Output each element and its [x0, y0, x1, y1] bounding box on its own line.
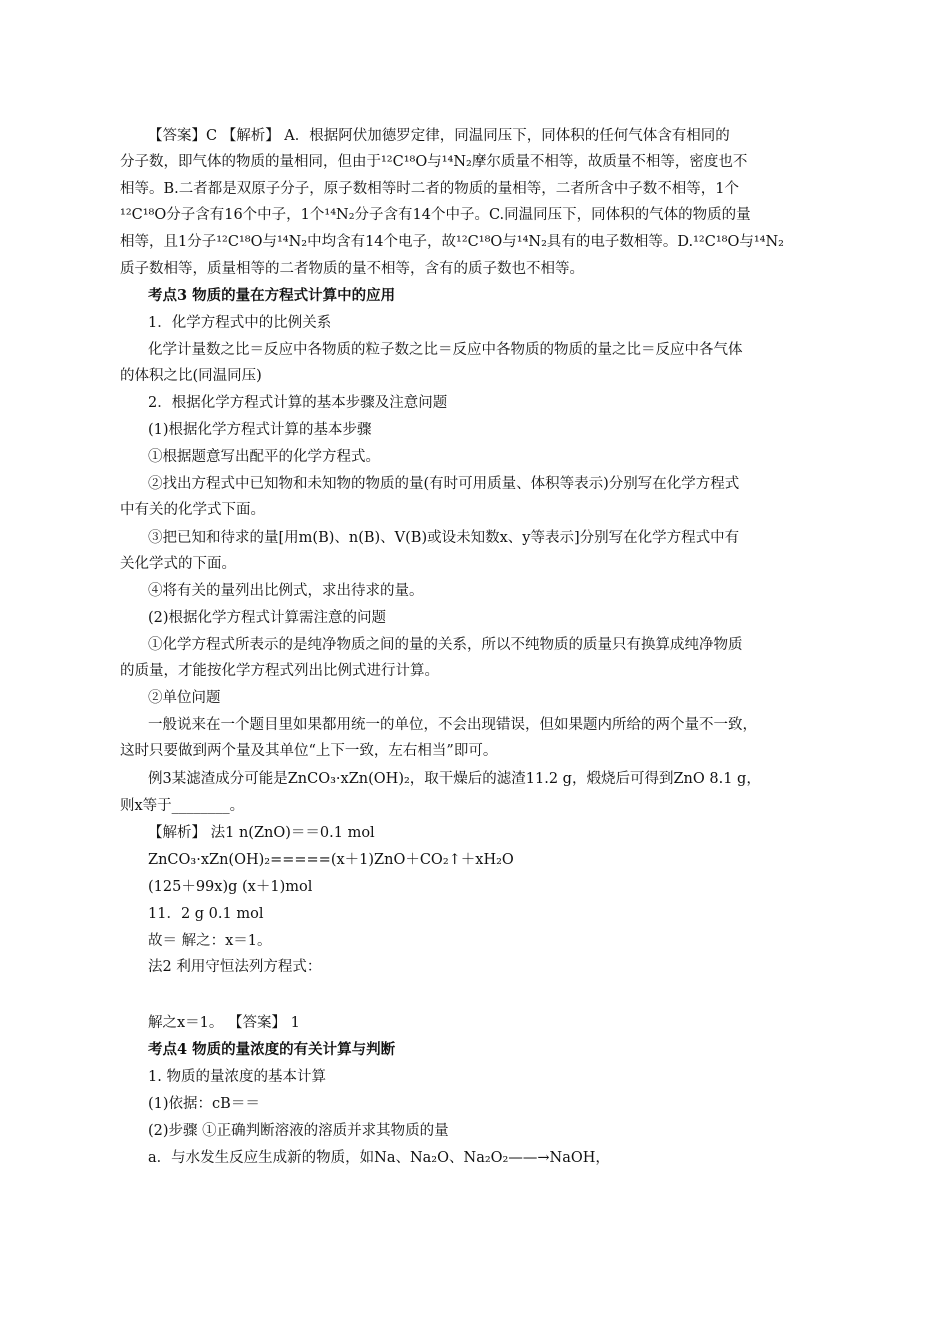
- step-item: (2)步骤 ①正确判断溶液的溶质并求其物质的量: [148, 1123, 449, 1139]
- paragraph-line: 一般说来在一个题目里如果都用统一的单位，不会出现错误，但如果题内所给的两个量不一致，: [148, 717, 757, 733]
- paragraph-line: 中有关的化学式下面。: [120, 502, 265, 518]
- subheading: (2)根据化学方程式计算需注意的问题: [148, 610, 387, 626]
- subheading: 1. 物质的量浓度的基本计算: [148, 1069, 326, 1085]
- solution-line: 法2 利用守恒法列方程式：: [148, 959, 322, 975]
- answer-line-2: 解之x＝1。 【答案】 1: [148, 1015, 300, 1031]
- subheading: (1)根据化学方程式计算的基本步骤: [148, 422, 372, 438]
- example-question: 例3某滤渣成分可能是ZnCO₃·xZn(OH)₂，取干燥后的滤渣11.2 g，煅烧后可得到ZnO 8.1 g，: [148, 771, 761, 787]
- step-item: ③把已知和待求的量[用m(B)、n(B)、V(B)或设未知数x、y等表示]分别写在化学方程式中有: [148, 530, 740, 546]
- solution-line: 故＝ 解之：x＝1。: [148, 933, 272, 949]
- formula-line: (1)依据：cB＝＝: [148, 1096, 260, 1112]
- paragraph-line: 的质量，才能按化学方程式列出比例式进行计算。: [120, 663, 439, 679]
- example-question: 则x等于________。: [120, 798, 245, 814]
- step-item: ②找出方程式中已知物和未知物的物质的量(有时可用质量、体积等表示)分别写在化学方程式: [148, 476, 740, 492]
- paragraph-line: ¹²C¹⁸O分子含有16个中子，1个¹⁴N₂分子含有14个中子。C.同温同压下，同体积的气体的物质的量: [120, 207, 751, 223]
- equation-line: (125＋99x)g (x＋1)mol: [148, 879, 313, 895]
- answer-line-1: 【答案】C 【解析】 A．根据阿伏加德罗定律，同温同压下，同体积的任何气体含有相同的: [148, 128, 730, 144]
- section-heading-3: 考点3 物质的量在方程式计算中的应用: [148, 287, 396, 304]
- paragraph-line: 这时只要做到两个量及其单位“上下一致，左右相当”即可。: [120, 743, 498, 759]
- subheading: 2．根据化学方程式计算的基本步骤及注意问题: [148, 395, 448, 411]
- paragraph-line: 质子数相等，质量相等的二者物质的量不相等，含有的质子数也不相等。: [120, 261, 584, 277]
- paragraph-line: 相等，且1分子¹²C¹⁸O与¹⁴N₂中均含有14个电子，故¹²C¹⁸O与¹⁴N₂具有的电子数相等。D.¹²C¹⁸O与¹⁴N₂: [120, 234, 784, 250]
- section-heading-4: 考点4 物质的量浓度的有关计算与判断: [148, 1041, 396, 1058]
- paragraph-line: 关化学式的下面。: [120, 556, 236, 572]
- step-item: ④将有关的量列出比例式，求出待求的量。: [148, 583, 424, 599]
- solution-line: 【解析】 法1 n(ZnO)＝＝0.1 mol: [148, 825, 375, 841]
- equation-line: 11．2 g 0.1 mol: [148, 906, 264, 922]
- step-item: ①根据题意写出配平的化学方程式。: [148, 449, 380, 465]
- step-item: ②单位问题: [148, 690, 221, 706]
- paragraph-line: a．与水发生反应生成新的物质，如Na、Na₂O、Na₂O₂——→NaOH，: [148, 1150, 610, 1166]
- step-item: ①化学方程式所表示的是纯净物质之间的量的关系，所以不纯物质的质量只有换算成纯净物质: [148, 637, 743, 653]
- paragraph-line: 化学计量数之比＝反应中各物质的粒子数之比＝反应中各物质的物质的量之比＝反应中各气体: [148, 342, 743, 358]
- paragraph-line: 的体积之比(同温同压): [120, 368, 262, 384]
- equation-line: ZnCO₃·xZn(OH)₂=====(x＋1)ZnO＋CO₂↑＋xH₂O: [148, 852, 514, 868]
- paragraph-line: 分子数，即气体的物质的量相同，但由于¹²C¹⁸O与¹⁴N₂摩尔质量不相等，故质量不相等，密度也不: [120, 154, 748, 170]
- paragraph-line: 相等。B.二者都是双原子分子，原子数相等时二者的物质的量相等，二者所含中子数不相等，1个: [120, 181, 739, 197]
- subheading: 1．化学方程式中的比例关系: [148, 315, 332, 331]
